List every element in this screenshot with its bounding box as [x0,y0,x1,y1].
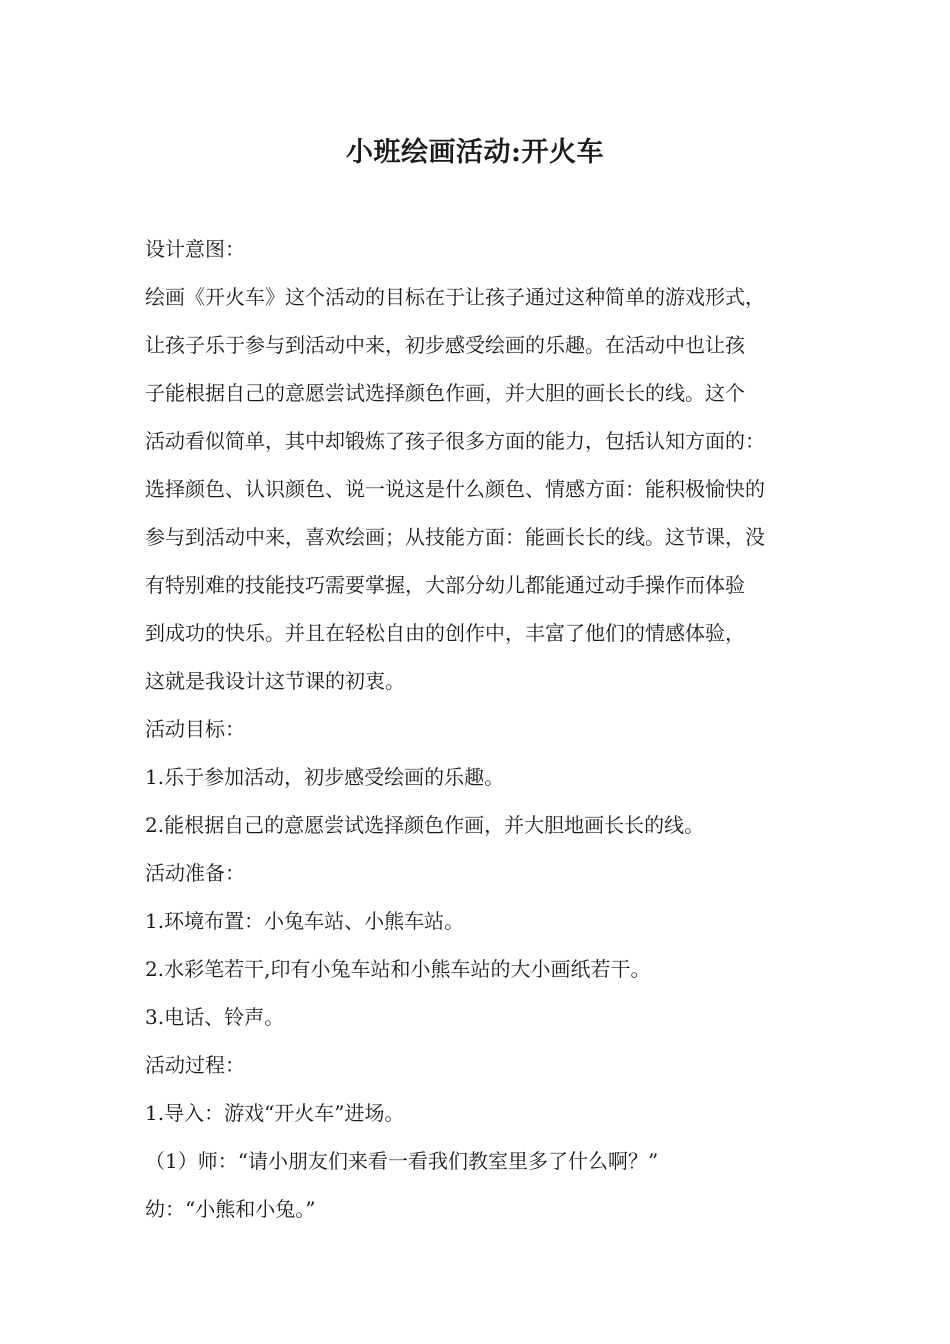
section-heading-goals: 活动目标： [145,717,245,741]
list-item: 3.电话、铃声。 [145,1005,285,1029]
section-heading-process: 活动过程： [145,1053,245,1077]
list-item: 2.水彩笔若干,印有小兔车站和小熊车站的大小画纸若干。 [145,957,651,981]
paragraph-line: 子能根据自己的意愿尝试选择颜色作画，并大胆的画长长的线。这个 [145,381,745,405]
dialogue-line: （1）师：“请小朋友们来看一看我们教室里多了什么啊？” [145,1149,659,1173]
paragraph-line: 参与到活动中来，喜欢绘画；从技能方面：能画长长的线。这节课，没 [145,525,765,549]
paragraph-line: 这就是我设计这节课的初衷。 [145,669,405,693]
section-heading-design-intent: 设计意图： [145,237,245,261]
dialogue-line: 幼：“小熊和小兔。” [145,1197,316,1221]
paragraph-line: 到成功的快乐。并且在轻松自由的创作中，丰富了他们的情感体验， [145,621,745,645]
document-body [145,225,825,1233]
list-item: 1.导入：游戏“开火车”进场。 [145,1101,405,1125]
document-title: 小班绘画活动:开火车 [346,137,604,168]
paragraph-line: 有特别难的技能技巧需要掌握，大部分幼儿都能通过动手操作而体验 [145,573,745,597]
paragraph-line: 让孩子乐于参与到活动中来，初步感受绘画的乐趣。在活动中也让孩 [145,333,745,357]
list-item: 1.乐于参加活动，初步感受绘画的乐趣。 [145,765,505,789]
list-item: 2.能根据自己的意愿尝试选择颜色作画，并大胆地画长长的线。 [145,813,705,837]
list-item: 1.环境布置：小兔车站、小熊车站。 [145,909,465,933]
paragraph-line: 绘画《开火车》这个活动的目标在于让孩子通过这种简单的游戏形式， [145,285,765,309]
section-heading-preparation: 活动准备： [145,861,245,885]
paragraph-line: 选择颜色、认识颜色、说一说这是什么颜色、情感方面：能积极愉快的 [145,477,765,501]
paragraph-line: 活动看似简单，其中却锻炼了孩子很多方面的能力，包括认知方面的： [145,429,765,453]
